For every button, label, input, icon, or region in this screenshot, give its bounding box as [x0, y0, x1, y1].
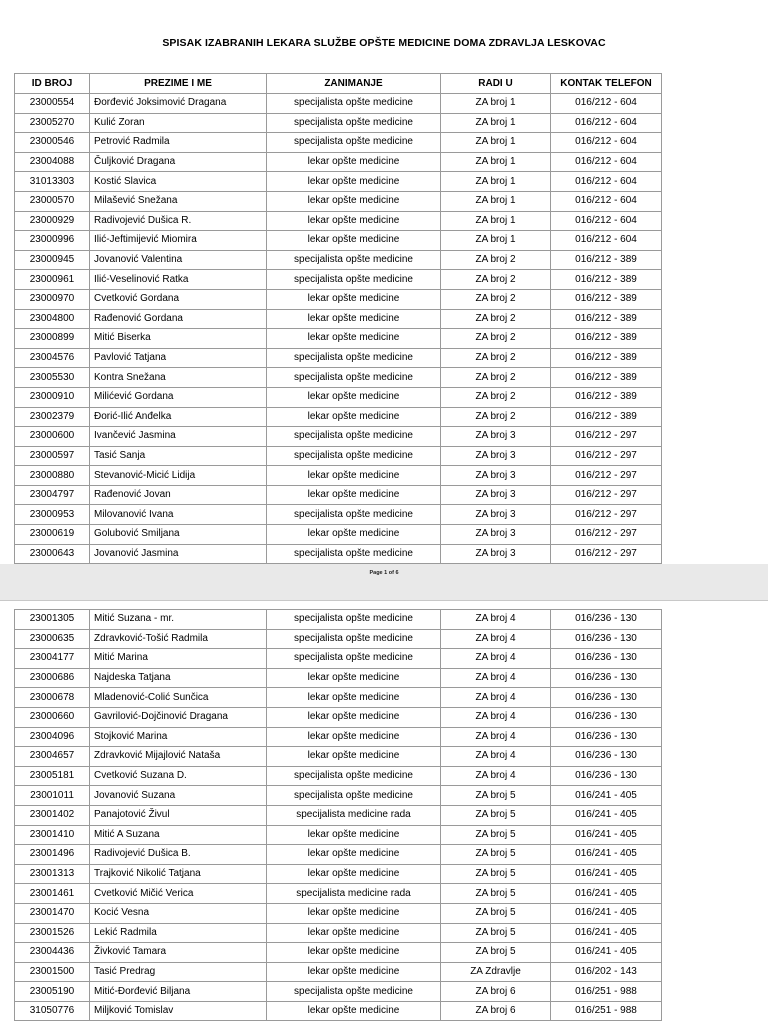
phone-cell: 016/212 - 389 — [551, 348, 662, 368]
occupation-cell: specijalista opšte medicine — [267, 786, 441, 806]
name-cell: Ilić-Veselinović Ratka — [90, 270, 267, 290]
name-cell: Kostić Slavica — [90, 172, 267, 192]
id-cell: 23005181 — [15, 766, 90, 786]
occupation-cell: lekar opšte medicine — [267, 289, 441, 309]
works-at-cell: ZA broj 3 — [441, 485, 551, 505]
works-at-cell: ZA broj 4 — [441, 629, 551, 649]
table-row — [15, 133, 662, 153]
occupation-cell: lekar opšte medicine — [267, 943, 441, 963]
name-cell: Jovanović Suzana — [90, 786, 267, 806]
phone-cell: 016/212 - 389 — [551, 250, 662, 270]
works-at-cell: ZA broj 5 — [441, 825, 551, 845]
table-body-page-2 — [15, 610, 662, 1021]
table-row — [15, 610, 662, 630]
id-cell: 31050776 — [15, 1001, 90, 1021]
id-cell: 23004800 — [15, 309, 90, 329]
table-row — [15, 544, 662, 564]
name-cell: Jovanović Jasmina — [90, 544, 267, 564]
phone-cell: 016/241 - 405 — [551, 943, 662, 963]
phone-cell: 016/236 - 130 — [551, 649, 662, 669]
works-at-cell: ZA broj 5 — [441, 884, 551, 904]
occupation-cell: lekar opšte medicine — [267, 485, 441, 505]
works-at-cell: ZA broj 5 — [441, 923, 551, 943]
table-row — [15, 1001, 662, 1021]
works-at-cell: ZA broj 3 — [441, 525, 551, 545]
name-cell: Zdravković-Tošić Radmila — [90, 629, 267, 649]
works-at-cell: ZA broj 4 — [441, 649, 551, 669]
works-at-cell: ZA broj 1 — [441, 231, 551, 251]
occupation-cell: lekar opšte medicine — [267, 688, 441, 708]
occupation-cell: lekar opšte medicine — [267, 825, 441, 845]
occupation-cell: specijalista opšte medicine — [267, 544, 441, 564]
phone-cell: 016/202 - 143 — [551, 962, 662, 982]
works-at-cell: ZA broj 4 — [441, 610, 551, 630]
id-cell: 23004088 — [15, 152, 90, 172]
name-cell: Pavlović Tatjana — [90, 348, 267, 368]
table-row — [15, 387, 662, 407]
occupation-cell: specijalista medicine rada — [267, 805, 441, 825]
table-row — [15, 113, 662, 133]
name-cell: Živković Tamara — [90, 943, 267, 963]
table-row — [15, 368, 662, 388]
phone-cell: 016/212 - 389 — [551, 387, 662, 407]
name-cell: Ivančević Jasmina — [90, 427, 267, 447]
table-row — [15, 152, 662, 172]
occupation-cell: specijalista opšte medicine — [267, 505, 441, 525]
id-cell: 23000686 — [15, 668, 90, 688]
occupation-cell: specijalista opšte medicine — [267, 766, 441, 786]
table-row — [15, 707, 662, 727]
id-cell: 23000910 — [15, 387, 90, 407]
name-cell: Mitić-Đorđević Biljana — [90, 982, 267, 1002]
document-page-2 — [0, 600, 768, 1025]
occupation-cell: specijalista opšte medicine — [267, 250, 441, 270]
name-cell: Radivojević Dušica R. — [90, 211, 267, 231]
works-at-cell: ZA broj 5 — [441, 805, 551, 825]
phone-cell: 016/236 - 130 — [551, 610, 662, 630]
occupation-cell: specijalista opšte medicine — [267, 368, 441, 388]
name-cell: Stojković Marina — [90, 727, 267, 747]
table-row — [15, 211, 662, 231]
id-cell: 23000970 — [15, 289, 90, 309]
table-row — [15, 864, 662, 884]
works-at-cell: ZA broj 1 — [441, 172, 551, 192]
id-cell: 23000678 — [15, 688, 90, 708]
id-cell: 23000953 — [15, 505, 90, 525]
phone-cell: 016/212 - 604 — [551, 113, 662, 133]
id-cell: 23004797 — [15, 485, 90, 505]
works-at-cell: ZA broj 2 — [441, 270, 551, 290]
id-cell: 23001011 — [15, 786, 90, 806]
table-row — [15, 805, 662, 825]
name-cell: Stevanović-Micić Lidija — [90, 466, 267, 486]
id-cell: 23005270 — [15, 113, 90, 133]
occupation-cell: lekar opšte medicine — [267, 864, 441, 884]
occupation-cell: lekar opšte medicine — [267, 407, 441, 427]
name-cell: Mitić A Suzana — [90, 825, 267, 845]
works-at-cell: ZA broj 5 — [441, 845, 551, 865]
table-row — [15, 766, 662, 786]
phone-cell: 016/236 - 130 — [551, 629, 662, 649]
works-at-cell: ZA broj 1 — [441, 133, 551, 153]
id-cell: 23000899 — [15, 329, 90, 349]
phone-cell: 016/241 - 405 — [551, 845, 662, 865]
phone-cell: 016/251 - 988 — [551, 982, 662, 1002]
works-at-cell: ZA broj 5 — [441, 786, 551, 806]
table-row — [15, 329, 662, 349]
name-cell: Milovanović Ivana — [90, 505, 267, 525]
table-row — [15, 505, 662, 525]
header-id: ID BROJ — [15, 74, 90, 94]
occupation-cell: lekar opšte medicine — [267, 707, 441, 727]
name-cell: Trajković Nikolić Tatjana — [90, 864, 267, 884]
table-row — [15, 485, 662, 505]
occupation-cell: lekar opšte medicine — [267, 962, 441, 982]
phone-cell: 016/212 - 604 — [551, 211, 662, 231]
occupation-cell: specijalista medicine rada — [267, 884, 441, 904]
table-row — [15, 446, 662, 466]
name-cell: Radivojević Dušica B. — [90, 845, 267, 865]
name-cell: Cvetković Mičić Verica — [90, 884, 267, 904]
occupation-cell: specijalista opšte medicine — [267, 348, 441, 368]
phone-cell: 016/241 - 405 — [551, 903, 662, 923]
occupation-cell: lekar opšte medicine — [267, 903, 441, 923]
phone-cell: 016/212 - 604 — [551, 133, 662, 153]
table-row — [15, 466, 662, 486]
id-cell: 23001410 — [15, 825, 90, 845]
phone-cell: 016/236 - 130 — [551, 688, 662, 708]
name-cell: Golubović Smiljana — [90, 525, 267, 545]
id-cell: 23001526 — [15, 923, 90, 943]
id-cell: 23004177 — [15, 649, 90, 669]
phone-cell: 016/212 - 297 — [551, 544, 662, 564]
phone-cell: 016/241 - 405 — [551, 825, 662, 845]
name-cell: Mladenović-Colić Sunčica — [90, 688, 267, 708]
phone-cell: 016/251 - 988 — [551, 1001, 662, 1021]
name-cell: Tasić Sanja — [90, 446, 267, 466]
table-row — [15, 289, 662, 309]
name-cell: Gavrilović-Dojčinović Dragana — [90, 707, 267, 727]
works-at-cell: ZA broj 3 — [441, 544, 551, 564]
table-row — [15, 668, 662, 688]
phone-cell: 016/212 - 297 — [551, 427, 662, 447]
phone-cell: 016/212 - 604 — [551, 172, 662, 192]
phone-cell: 016/236 - 130 — [551, 727, 662, 747]
name-cell: Milašević Snežana — [90, 191, 267, 211]
works-at-cell: ZA broj 4 — [441, 707, 551, 727]
id-cell: 23000660 — [15, 707, 90, 727]
id-cell: 23001461 — [15, 884, 90, 904]
table-row — [15, 270, 662, 290]
name-cell: Rađenović Gordana — [90, 309, 267, 329]
occupation-cell: lekar opšte medicine — [267, 211, 441, 231]
works-at-cell: ZA broj 2 — [441, 368, 551, 388]
id-cell: 23000945 — [15, 250, 90, 270]
phone-cell: 016/212 - 297 — [551, 466, 662, 486]
occupation-cell: lekar opšte medicine — [267, 727, 441, 747]
works-at-cell: ZA broj 1 — [441, 211, 551, 231]
works-at-cell: ZA broj 3 — [441, 505, 551, 525]
phone-cell: 016/212 - 297 — [551, 525, 662, 545]
id-cell: 23000597 — [15, 446, 90, 466]
id-cell: 23004657 — [15, 747, 90, 767]
phone-cell: 016/212 - 604 — [551, 231, 662, 251]
phone-cell: 016/212 - 604 — [551, 152, 662, 172]
occupation-cell: specijalista opšte medicine — [267, 113, 441, 133]
name-cell: Zdravković Mijajlović Nataša — [90, 747, 267, 767]
id-cell: 23000600 — [15, 427, 90, 447]
phone-cell: 016/236 - 130 — [551, 707, 662, 727]
works-at-cell: ZA broj 3 — [441, 466, 551, 486]
page-label: Page 1 of 6 — [369, 570, 399, 576]
name-cell: Rađenović Jovan — [90, 485, 267, 505]
id-cell: 23001305 — [15, 610, 90, 630]
occupation-cell: specijalista opšte medicine — [267, 133, 441, 153]
phone-cell: 016/212 - 389 — [551, 329, 662, 349]
id-cell: 23004096 — [15, 727, 90, 747]
table-row — [15, 172, 662, 192]
works-at-cell: ZA broj 4 — [441, 747, 551, 767]
header-works-at: RADI U — [441, 74, 551, 94]
occupation-cell: specijalista opšte medicine — [267, 610, 441, 630]
works-at-cell: ZA broj 3 — [441, 427, 551, 447]
id-cell: 23002379 — [15, 407, 90, 427]
phone-cell: 016/212 - 604 — [551, 191, 662, 211]
id-cell: 23000880 — [15, 466, 90, 486]
works-at-cell: ZA broj 5 — [441, 864, 551, 884]
id-cell: 23001496 — [15, 845, 90, 865]
phone-cell: 016/236 - 130 — [551, 668, 662, 688]
occupation-cell: lekar opšte medicine — [267, 152, 441, 172]
id-cell: 23005190 — [15, 982, 90, 1002]
table-row — [15, 962, 662, 982]
table-row — [15, 649, 662, 669]
phone-cell: 016/241 - 405 — [551, 786, 662, 806]
works-at-cell: ZA broj 2 — [441, 387, 551, 407]
works-at-cell: ZA broj 4 — [441, 668, 551, 688]
name-cell: Najdeska Tatjana — [90, 668, 267, 688]
occupation-cell: specijalista opšte medicine — [267, 649, 441, 669]
id-cell: 23001470 — [15, 903, 90, 923]
table-row — [15, 884, 662, 904]
id-cell: 23000546 — [15, 133, 90, 153]
table-row — [15, 747, 662, 767]
phone-cell: 016/241 - 405 — [551, 805, 662, 825]
phone-cell: 016/212 - 389 — [551, 407, 662, 427]
id-cell: 23000929 — [15, 211, 90, 231]
id-cell: 23000570 — [15, 191, 90, 211]
works-at-cell: ZA broj 1 — [441, 113, 551, 133]
id-cell: 23000554 — [15, 94, 90, 114]
works-at-cell: ZA broj 2 — [441, 329, 551, 349]
id-cell: 23000961 — [15, 270, 90, 290]
name-cell: Ilić-Jeftimijević Miomira — [90, 231, 267, 251]
header-phone: KONTAK TELEFON — [551, 74, 662, 94]
name-cell: Mitić Marina — [90, 649, 267, 669]
id-cell: 23000643 — [15, 544, 90, 564]
id-cell: 23001402 — [15, 805, 90, 825]
occupation-cell: specijalista opšte medicine — [267, 94, 441, 114]
table-row — [15, 231, 662, 251]
table-row — [15, 903, 662, 923]
occupation-cell: lekar opšte medicine — [267, 1001, 441, 1021]
name-cell: Mitić Biserka — [90, 329, 267, 349]
doctors-table-page-2 — [14, 609, 662, 1021]
id-cell: 23005530 — [15, 368, 90, 388]
occupation-cell: specijalista opšte medicine — [267, 629, 441, 649]
works-at-cell: ZA broj 4 — [441, 688, 551, 708]
works-at-cell: ZA broj 1 — [441, 191, 551, 211]
doctors-table-page-1 — [14, 73, 662, 564]
name-cell: Miljković Tomislav — [90, 1001, 267, 1021]
phone-cell: 016/212 - 297 — [551, 485, 662, 505]
works-at-cell: ZA broj 6 — [441, 1001, 551, 1021]
name-cell: Cvetković Gordana — [90, 289, 267, 309]
phone-cell: 016/212 - 389 — [551, 270, 662, 290]
table-row — [15, 982, 662, 1002]
works-at-cell: ZA broj 5 — [441, 903, 551, 923]
occupation-cell: lekar opšte medicine — [267, 172, 441, 192]
works-at-cell: ZA broj 2 — [441, 289, 551, 309]
occupation-cell: lekar opšte medicine — [267, 329, 441, 349]
name-cell: Lekić Radmila — [90, 923, 267, 943]
table-header-row — [15, 74, 662, 94]
phone-cell: 016/241 - 405 — [551, 864, 662, 884]
table-row — [15, 348, 662, 368]
table-row — [15, 427, 662, 447]
table-row — [15, 727, 662, 747]
table-row — [15, 309, 662, 329]
id-cell: 23004436 — [15, 943, 90, 963]
name-cell: Tasić Predrag — [90, 962, 267, 982]
works-at-cell: ZA broj 6 — [441, 982, 551, 1002]
name-cell: Đorić-Ilić Anđelka — [90, 407, 267, 427]
name-cell: Kocić Vesna — [90, 903, 267, 923]
phone-cell: 016/212 - 297 — [551, 446, 662, 466]
name-cell: Jovanović Valentina — [90, 250, 267, 270]
table-body-page-1 — [15, 94, 662, 564]
table-row — [15, 94, 662, 114]
phone-cell: 016/212 - 297 — [551, 505, 662, 525]
phone-cell: 016/241 - 405 — [551, 884, 662, 904]
occupation-cell: lekar opšte medicine — [267, 525, 441, 545]
occupation-cell: lekar opšte medicine — [267, 387, 441, 407]
table-row — [15, 688, 662, 708]
table-row — [15, 629, 662, 649]
phone-cell: 016/236 - 130 — [551, 766, 662, 786]
id-cell: 23000996 — [15, 231, 90, 251]
name-cell: Milićević Gordana — [90, 387, 267, 407]
table-row — [15, 825, 662, 845]
table-row — [15, 407, 662, 427]
name-cell: Panajotović Živul — [90, 805, 267, 825]
works-at-cell: ZA broj 4 — [441, 727, 551, 747]
table-row — [15, 943, 662, 963]
header-occupation: ZANIMANJE — [267, 74, 441, 94]
phone-cell: 016/212 - 604 — [551, 94, 662, 114]
occupation-cell: lekar opšte medicine — [267, 845, 441, 865]
occupation-cell: specijalista opšte medicine — [267, 446, 441, 466]
occupation-cell: lekar opšte medicine — [267, 466, 441, 486]
occupation-cell: lekar opšte medicine — [267, 231, 441, 251]
works-at-cell: ZA broj 1 — [441, 152, 551, 172]
phone-cell: 016/236 - 130 — [551, 747, 662, 767]
id-cell: 31013303 — [15, 172, 90, 192]
table-row — [15, 786, 662, 806]
occupation-cell: lekar opšte medicine — [267, 923, 441, 943]
phone-cell: 016/241 - 405 — [551, 923, 662, 943]
table-row — [15, 191, 662, 211]
phone-cell: 016/212 - 389 — [551, 289, 662, 309]
works-at-cell: ZA broj 2 — [441, 407, 551, 427]
table-row — [15, 525, 662, 545]
table-row — [15, 923, 662, 943]
name-cell: Petrović Radmila — [90, 133, 267, 153]
occupation-cell: lekar opšte medicine — [267, 747, 441, 767]
works-at-cell: ZA broj 1 — [441, 94, 551, 114]
name-cell: Čuljković Dragana — [90, 152, 267, 172]
works-at-cell: ZA broj 4 — [441, 766, 551, 786]
works-at-cell: ZA broj 2 — [441, 250, 551, 270]
occupation-cell: specijalista opšte medicine — [267, 270, 441, 290]
phone-cell: 016/212 - 389 — [551, 368, 662, 388]
occupation-cell: lekar opšte medicine — [267, 668, 441, 688]
name-cell: Kontra Snežana — [90, 368, 267, 388]
name-cell: Mitić Suzana - mr. — [90, 610, 267, 630]
works-at-cell: ZA broj 2 — [441, 309, 551, 329]
id-cell: 23004576 — [15, 348, 90, 368]
name-cell: Kulić Zoran — [90, 113, 267, 133]
header-name: PREZIME I ME — [90, 74, 267, 94]
works-at-cell: ZA broj 3 — [441, 446, 551, 466]
id-cell: 23000619 — [15, 525, 90, 545]
name-cell: Đorđević Joksimović Dragana — [90, 94, 267, 114]
works-at-cell: ZA broj 5 — [441, 943, 551, 963]
phone-cell: 016/212 - 389 — [551, 309, 662, 329]
occupation-cell: lekar opšte medicine — [267, 309, 441, 329]
table-row — [15, 250, 662, 270]
id-cell: 23000635 — [15, 629, 90, 649]
occupation-cell: lekar opšte medicine — [267, 191, 441, 211]
works-at-cell: ZA Zdravlje — [441, 962, 551, 982]
id-cell: 23001500 — [15, 962, 90, 982]
occupation-cell: specijalista opšte medicine — [267, 982, 441, 1002]
id-cell: 23001313 — [15, 864, 90, 884]
table-row — [15, 845, 662, 865]
name-cell: Cvetković Suzana D. — [90, 766, 267, 786]
occupation-cell: specijalista opšte medicine — [267, 427, 441, 447]
works-at-cell: ZA broj 2 — [441, 348, 551, 368]
document-title: SPISAK IZABRANIH LEKARA SLUŽBE OPŠTE MEDICINE DOMA ZDRAVLJA LESKOVAC — [162, 37, 606, 49]
